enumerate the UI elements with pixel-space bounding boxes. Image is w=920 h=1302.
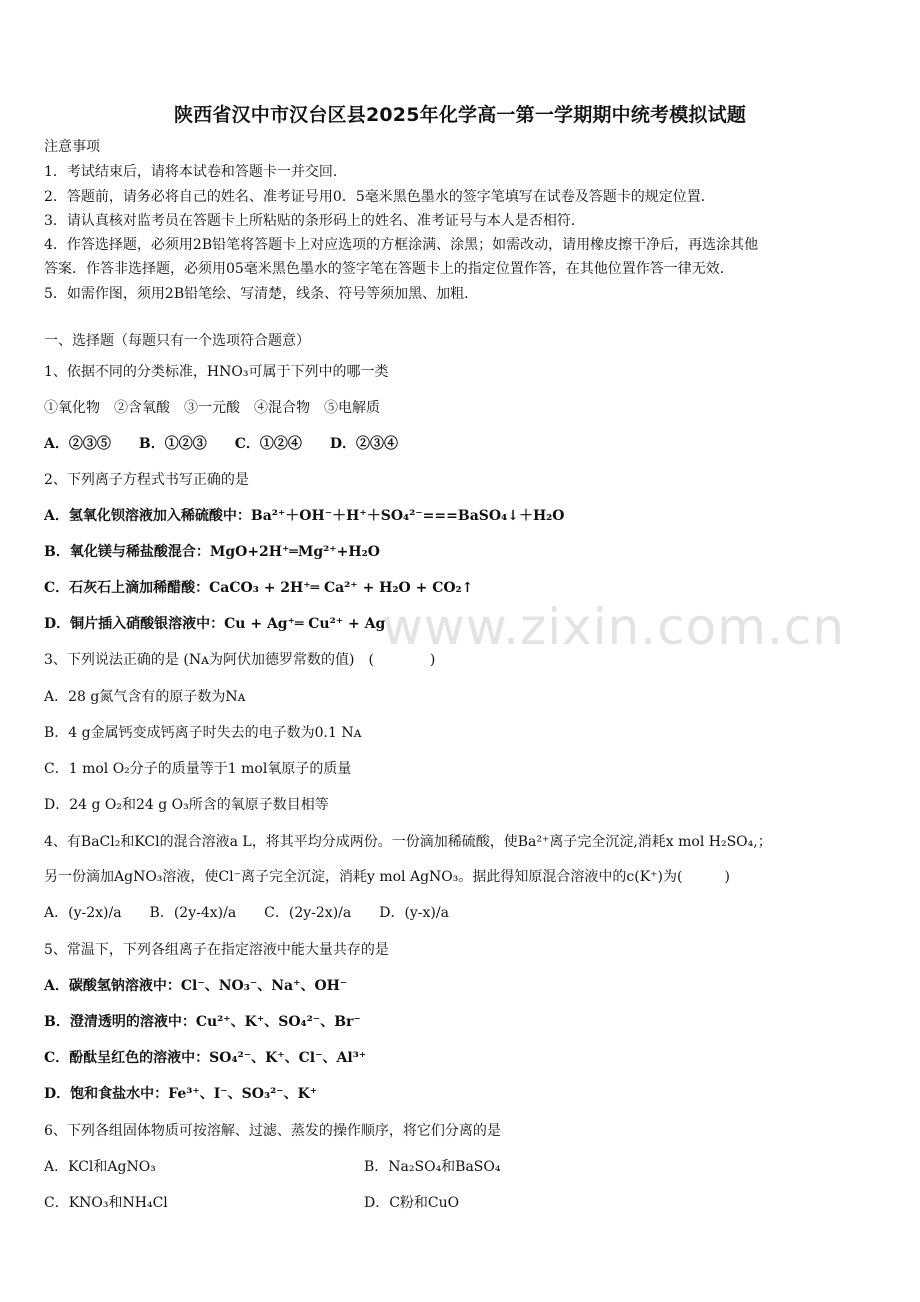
watermark: www.zixin.com.cn bbox=[382, 598, 846, 656]
notice-item-3: 3．请认真核对监考员在答题卡上所粘贴的条形码上的姓名、准考证号与本人是否相符． bbox=[44, 213, 585, 229]
q5-option-b: B．澄清透明的溶液中：Cu²⁺、K⁺、SO₄²⁻、Br⁻ bbox=[44, 1014, 361, 1030]
q6-option-d: D．C粉和CuO bbox=[364, 1195, 460, 1211]
notice-item-4: 4．作答选择题，必须用2B铅笔将答题卡上对应选项的方框涂满、涂黑；如需改动，请用橡皮擦干净后，再选涂其他 bbox=[44, 237, 759, 253]
notice-item-4-cont: 答案．作答非选择题，必须用05毫米黑色墨水的签字笔在答题卡上的指定位置作答，在其他位置作答一律无效． bbox=[44, 261, 734, 277]
q1-options: A．②③⑤ B．①②③ C．①②④ D．②③④ bbox=[44, 436, 398, 452]
q2-option-a: A．氢氧化钡溶液加入稀硫酸中：Ba²⁺＋OH⁻＋H⁺＋SO₄²⁻===BaSO₄↓＋H₂O bbox=[44, 508, 565, 524]
exam-title: 陕西省汉中市汉台区县2025年化学高一第一学期期中统考模拟试题 bbox=[173, 104, 747, 126]
notice-item-1: 1．考试结束后，请将本试卷和答题卡一并交回． bbox=[44, 164, 347, 180]
section-heading: 一、选择题（每题只有一个选项符合题意） bbox=[44, 333, 310, 349]
notice-item-2: 2．答题前，请务必将自己的姓名、准考证号用0．5毫米黑色墨水的签字笔填写在试卷及答题卡的规定位置． bbox=[44, 189, 715, 205]
notice-item-5: 5．如需作图，须用2B铅笔绘、写清楚，线条、符号等须加黑、加粗． bbox=[44, 286, 479, 302]
q5-option-d: D．饱和食盐水中：Fe³⁺、I⁻、SO₃²⁻、K⁺ bbox=[44, 1086, 318, 1102]
q2-stem: 2、下列离子方程式书写正确的是 bbox=[44, 472, 249, 488]
q6-option-b: B．Na₂SO₄和BaSO₄ bbox=[364, 1159, 501, 1175]
q2-option-d: D．铜片插入硝酸银溶液中：Cu + Ag⁺═ Cu²⁺ + Ag bbox=[44, 616, 386, 632]
q3-option-a: A．28 g氮气含有的原子数为Nᴀ bbox=[44, 689, 246, 705]
q5-stem: 5、常温下，下列各组离子在指定溶液中能大量共存的是 bbox=[44, 942, 389, 958]
q1-stem: 1、依据不同的分类标准，HNO₃可属于下列中的哪一类 bbox=[44, 364, 389, 380]
q5-option-c: C．酚酞呈红色的溶液中：SO₄²⁻、K⁺、Cl⁻、Al³⁺ bbox=[44, 1050, 367, 1066]
q3-option-c: C．1 mol O₂分子的质量等于1 mol氧原子的质量 bbox=[44, 761, 352, 777]
q2-option-c: C．石灰石上滴加稀醋酸：CaCO₃ + 2H⁺═ Ca²⁺ + H₂O + CO₂↑ bbox=[44, 580, 474, 596]
q1-list: ①氧化物 ②含氧酸 ③一元酸 ④混合物 ⑤电解质 bbox=[44, 400, 380, 416]
q4-stem-line-1: 4、有BaCl₂和KCl的混合溶液a L，将其平均分成两份。一份滴加稀硫酸，使Ba²⁺离子完全沉淀,消耗x mol H₂SO₄,； bbox=[44, 834, 772, 850]
q3-stem: 3、下列说法正确的是 (Nᴀ为阿伏加德罗常数的值) ( ) bbox=[44, 652, 436, 668]
q3-option-d: D．24 g O₂和24 g O₃所含的氧原子数目相等 bbox=[44, 797, 329, 813]
q3-option-b: B．4 g金属钙变成钙离子时失去的电子数为0.1 Nᴀ bbox=[44, 725, 362, 741]
q6-option-c: C．KNO₃和NH₄Cl bbox=[44, 1195, 168, 1211]
notice-heading: 注意事项 bbox=[44, 139, 100, 155]
q6-stem: 6、下列各组固体物质可按溶解、过滤、蒸发的操作顺序，将它们分离的是 bbox=[44, 1123, 501, 1139]
q5-option-a: A．碳酸氢钠溶液中：Cl⁻、NO₃⁻、Na⁺、OH⁻ bbox=[44, 978, 348, 994]
q2-option-b: B．氧化镁与稀盐酸混合：MgO+2H⁺═Mg²⁺+H₂O bbox=[44, 544, 380, 560]
q4-options: A．(y-2x)/a B．(2y-4x)/a C．(2y-2x)/a D．(y-x)/a bbox=[44, 905, 449, 921]
q4-stem-line-2: 另一份滴加AgNO₃溶液，使Cl⁻离子完全沉淀，消耗y mol AgNO₃。据此得知原混合溶液中的c(K⁺)为( ) bbox=[44, 869, 730, 885]
q6-option-a: A．KCl和AgNO₃ bbox=[44, 1159, 156, 1175]
